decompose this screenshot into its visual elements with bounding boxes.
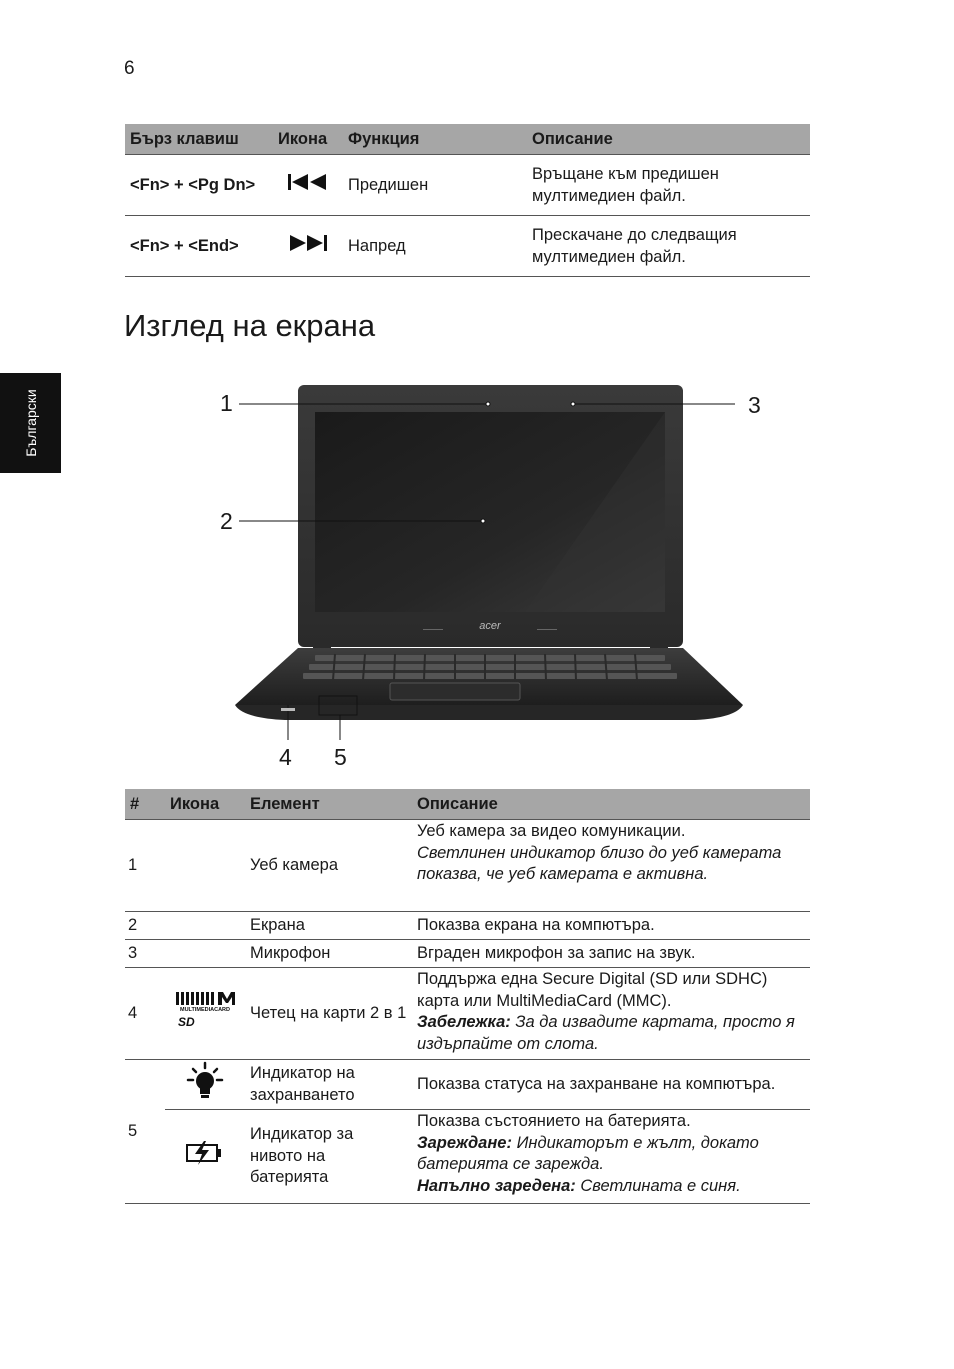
header-icon: Икона [165,789,245,820]
header-icon: Икона [273,124,343,155]
component-table-header [125,789,810,820]
card-reader-icon [174,990,236,1030]
multimediacard-text: MULTIMEDIACARD [179,1007,231,1014]
table-row [125,155,810,216]
laptop-illustration [195,350,785,780]
function-cell: Напред [343,216,527,277]
callout-4: 4 [279,744,292,770]
description-cell [412,968,810,1060]
full-note [417,1176,805,1198]
component-table [125,789,810,1204]
header-function: Функция [343,124,527,155]
element-name: Четец на карти 2 в 1 [245,968,412,1060]
sd-logo-text: SD [178,1015,195,1030]
description-cell [412,1110,810,1204]
description-line: Връщане към предишен [532,165,719,183]
language-side-tab [0,373,61,473]
row-number: 1 [125,820,165,912]
element-name: Индикатор за нивото на батерията [245,1110,412,1204]
description-line: Прескачане до следващия [532,226,737,244]
callout-3: 3 [748,392,761,418]
table-row [125,1110,810,1204]
note-label: Забележка: [417,1013,511,1031]
description-text: Вграден микрофон за запис на звук. [412,940,810,968]
hotkey-cell: <Fn> + <Pg Dn> [125,155,273,216]
hotkey-table-header [125,124,810,155]
description-line: мултимедиен файл. [532,187,686,205]
description-text: Показва статуса на захранване на компютъра. [412,1060,810,1110]
charging-note [417,1133,805,1176]
callout-2: 2 [220,508,233,534]
description-cell [412,820,810,912]
table-row [125,912,810,940]
row-number: 2 [125,912,165,940]
description-text: Поддържа една Secure Digital (SD или SDHC) карта или MultiMediaCard (MMC). [417,970,768,1010]
note-text: За да извадите картата, просто я издърпайте от слота. [417,1013,795,1053]
element-name: Индикатор на захранването [245,1060,412,1110]
row-number: 5 [125,1060,165,1204]
next-track-icon [286,233,330,253]
full-text: Светлината е синя. [580,1176,741,1195]
page-number: 6 [124,58,135,79]
callout-5: 5 [334,744,347,770]
element-name: Микрофон [245,940,412,968]
table-row [125,968,810,1060]
acer-logo: acer [479,620,501,632]
row-number: 4 [125,968,165,1060]
touchpad [390,683,520,700]
description-note: Светлинен индикатор близо до уеб камерата показва, че уеб камерата е активна. [417,843,782,883]
section-title: Изглед на екрана [124,308,376,343]
power-indicator-icon [185,1061,225,1101]
description-line: мултимедиен файл. [532,248,686,266]
previous-track-icon [286,172,330,192]
element-name: Уеб камера [245,820,412,912]
hotkey-table [125,124,810,277]
description-text: Показва състоянието на батерията. [417,1112,691,1130]
row-number: 3 [125,940,165,968]
table-row [125,940,810,968]
table-row [125,820,810,912]
header-description: Описание [527,124,810,155]
description-cell [527,155,810,216]
element-name: Екрана [245,912,412,940]
header-number: # [125,789,165,820]
function-cell: Предишен [343,155,527,216]
header-element: Елемент [245,789,412,820]
charging-text: Индикаторът е жълт, докато батерията се зарежда. [417,1133,759,1173]
table-row [125,216,810,277]
laptop-front-view-figure [195,350,785,780]
callout-1: 1 [220,390,233,416]
header-description: Описание [412,789,810,820]
description-text: Показва екрана на компютъра. [412,912,810,940]
description-note [417,1012,805,1055]
hotkey-cell: <Fn> + <End> [125,216,273,277]
table-row [125,1060,810,1110]
battery-indicator-icon [184,1139,226,1167]
header-hotkey: Бърз клавиш [125,124,273,155]
charging-label: Зареждане: [417,1133,512,1152]
full-label: Напълно заредена: [417,1176,576,1195]
language-label: Български [22,389,39,457]
description-cell [527,216,810,277]
description-text: Уеб камера за видео комуникации. [417,822,686,840]
